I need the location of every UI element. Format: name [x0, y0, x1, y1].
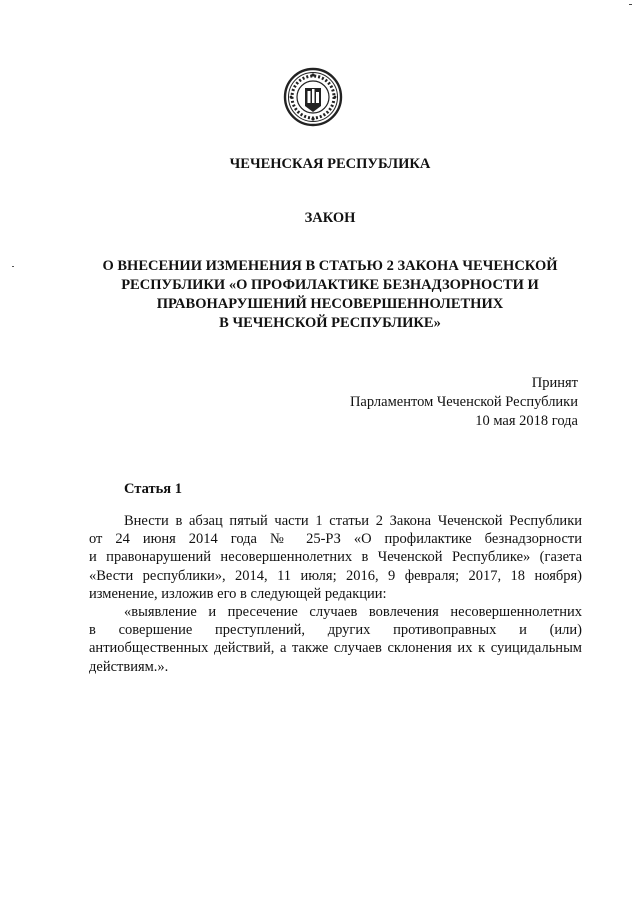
scan-mark	[629, 4, 632, 5]
paragraph-line: от 24 июня 2014 года № 25-РЗ «О профилактике безнадзорности	[89, 531, 582, 548]
law-title	[60, 257, 600, 333]
article-body	[89, 512, 582, 676]
scan-mark	[12, 266, 14, 267]
coat-of-arms-emblem	[283, 66, 343, 128]
paragraph-line: «Вести республики», 2014, 11 июля; 2016, 9 февраля; 2017, 18 ноября)	[89, 567, 582, 584]
paragraph-line: и правонарушений несовершеннолетних в Чеченской Республике» (газета	[89, 549, 582, 566]
document-type-heading: ЗАКОН	[304, 210, 356, 226]
republic-heading: ЧЕЧЕНСКАЯ РЕСПУБЛИКА	[229, 156, 431, 172]
article-heading: Статья 1	[124, 481, 182, 497]
adoption-block	[350, 374, 578, 431]
quoted-line: «выявление и пресечение случаев вовлечения несовершеннолетних	[124, 604, 582, 621]
quoted-line: действиям.».	[89, 658, 169, 675]
adoption-date: 10 мая 2018 года	[475, 413, 578, 429]
quoted-line: антиобщественных действий, а также случаев склонения их к суицидальным	[89, 640, 582, 657]
paragraph-line: изменение, изложив его в следующей редакции:	[89, 585, 387, 602]
adoption-line: Парламентом Чеченской Республики	[349, 394, 578, 410]
quoted-line: в совершение преступлений, других противоправных и (или)	[89, 622, 582, 639]
law-title-line: О ВНЕСЕНИИ ИЗМЕНЕНИЯ В СТАТЬЮ 2 ЗАКОНА ЧЕЧЕНСКОЙ	[102, 258, 558, 274]
law-title-line: РЕСПУБЛИКИ «О ПРОФИЛАКТИКЕ БЕЗНАДЗОРНОСТИ И	[121, 277, 539, 293]
law-title-line: ПРАВОНАРУШЕНИЙ НЕСОВЕРШЕННОЛЕТНИХ	[156, 296, 504, 312]
law-title-line: В ЧЕЧЕНСКОЙ РЕСПУБЛИКЕ»	[219, 315, 441, 331]
adoption-line: Принят	[531, 375, 578, 391]
paragraph-line: Внести в абзац пятый части 1 статьи 2 Закона Чеченской Республики	[124, 513, 582, 529]
